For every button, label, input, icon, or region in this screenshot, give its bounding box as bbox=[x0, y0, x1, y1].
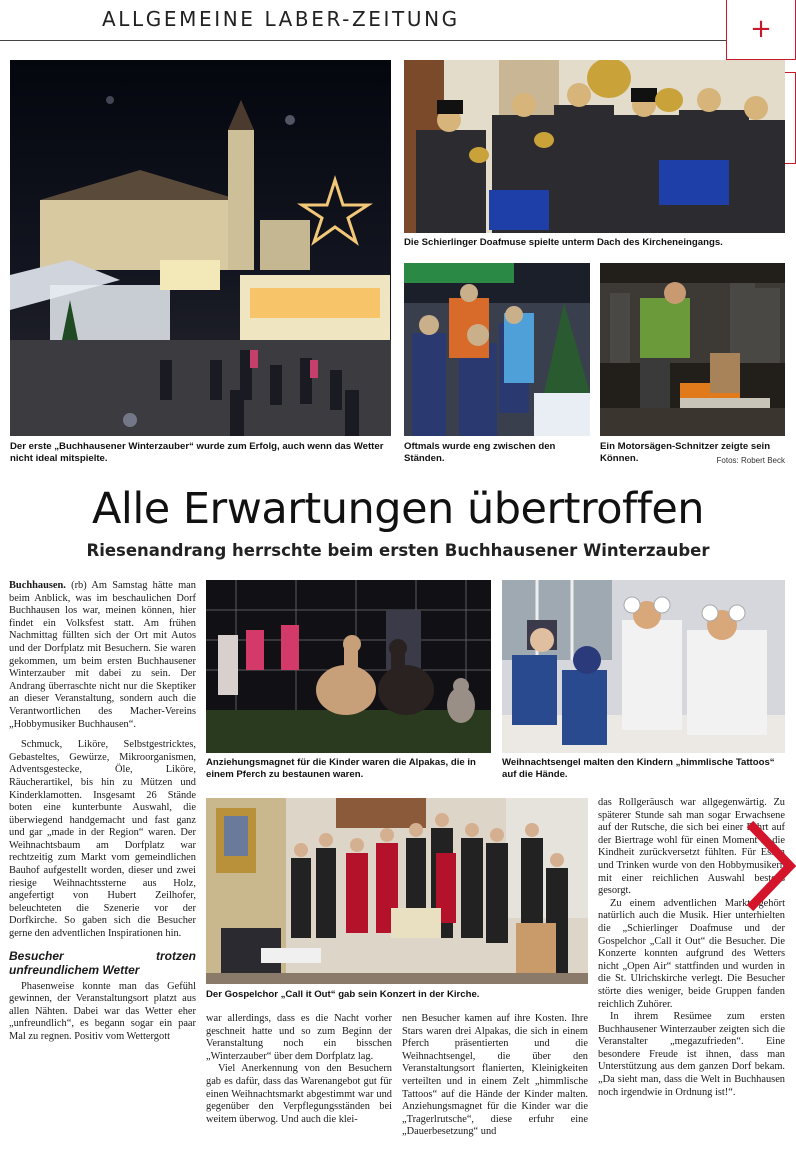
newspaper-title: ALLGEMEINE LABER-ZEITUNG bbox=[102, 7, 460, 31]
chainsaw-carver-image bbox=[600, 263, 785, 436]
article-headline: Alle Erwartungen übertroffen bbox=[91, 484, 705, 534]
photo-winter-market bbox=[10, 60, 391, 436]
article-paragraph: das Rollgeräusch war allgegenwärtig. Zu späterer Stunde sah man sogar Erwachsene auf der Rutsche, die sich bei einer Fahrt auf der Biertrage wohl für einen Moment in die Kindheit zurückversetzt fühlten. Für Essen und Trinken wurde von den Hobbymusikern mit einer reichlichen Auswahl bestens gesorgt. bbox=[598, 797, 785, 897]
caption-christmas-angels: Weihnachtsengel malten den Kindern „himmlische Tattoos“ auf die Hände. bbox=[502, 757, 775, 780]
photo-alpacas bbox=[206, 580, 491, 753]
crowd-image bbox=[404, 263, 590, 436]
gospel-choir-image bbox=[206, 798, 588, 984]
article-paragraph: Schmuck, Liköre, Selbstgestricktes, Gebasteltes, Gewürze, Mikroorganismen, Adventsgestecke, Öle, Liköre, Räucherartikel, bis hin zu Mützen und Kinderklamotten. Insgesamt 26 Stände boten eine kunterbunte Auswahl, die überwiegend handgemacht und fast ganz und gar „made in der Region“ waren. Der Weihnachtsbaum am Dorfplatz war rechtzeitig zum Markt vom gemeindlichen Bauhof aufgestellt worden, dieser und zwei riesige Weihnachtssterne aus Holz, angefertigt von Hubert Zeilhofer, beleuchteten die Szenerie vor der Dorfkirche. So gaben sich die Besucher gerne den adventlichen Inspirationen hin. bbox=[9, 739, 196, 940]
article-column-2 bbox=[206, 1013, 392, 1126]
article-paragraph: Zu einem adventlichen Markt gehört natürlich auch die Musik. Hier unterhielten die „Schierlinger Doafmuse und der Gospelchor „Call it Out“ die Besucher. Die Konzerte konnten aufgrund des Wetters nicht „Open Air“ stattfinden und wurden in die St. Ulrichskirche verlegt. Die Besucher störte dies weniger, beide Gruppen fanden reichlich Zuhörer. bbox=[598, 897, 785, 1010]
article-paragraph: war allerdings, dass es die Nacht vorher geschneit hatte und so zum Beginn der Veranstaltung noch ein bisschen „Winterzauber“ über dem Dorfplatz lag. bbox=[206, 1013, 392, 1062]
article-column-3 bbox=[402, 1013, 588, 1139]
caption-alpacas: Anziehungsmagnet für die Kinder waren die Alpakas, die in einem Pferch zu bestaunen waren. bbox=[206, 757, 476, 780]
photo-crowd bbox=[404, 263, 590, 436]
alpacas-image bbox=[206, 580, 491, 753]
article-paragraph: Phasenweise konnte man das Gefühl gewinnen, der Veranstaltungsort platzt aus allen Nähten. Dabei war das Wetter eher „unfreundlich“, es begann sogar ein paar Mal zu regnen. Positiv vom Wettergott bbox=[9, 980, 196, 1042]
chevron-right-icon[interactable] bbox=[744, 820, 796, 912]
photo-gospel-choir bbox=[206, 798, 588, 984]
caption-winter-market: Der erste „Buchhausener Winterzauber“ wurde zum Erfolg, auch wenn das Wetter nicht ideal mitspielte. bbox=[10, 441, 384, 464]
article-subheadline: Riesenandrang herrschte beim ersten Buchhausener Winterzauber bbox=[86, 541, 710, 560]
article-subheading: Besucher trotzen unfreundlichem Wetter bbox=[9, 948, 196, 977]
article-paragraph: nen Besucher kamen auf ihre Kosten. Ihre Stars waren drei Alpakas, die sich in einem Pferch präsentierten und die Weihnachtsengel, die über den Veranstaltungsort flanierten, Kleinigkeiten verteilten und in einem Zelt „himmlische Tattoos“ auf die Hände der Kinder malten. Anziehungsmagnet für die Kinder war die „Tragerlrutsche“, diese erfuhr eine „Dauerbesetzung“ und bbox=[402, 1013, 588, 1138]
winter-market-image bbox=[10, 60, 391, 436]
photo-chainsaw-carver bbox=[600, 263, 785, 436]
photo-christmas-angels bbox=[502, 580, 785, 753]
caption-gospel-choir: Der Gospelchor „Call it Out“ gab sein Konzert in der Kirche. bbox=[206, 989, 480, 1000]
article-column-1 bbox=[9, 580, 196, 1044]
article-paragraph: Viel Anerkennung von den Besuchern gab es dafür, dass das Warenangebot gut für einen Weihnachtsmarkt abgestimmt war und gegenüber den Verpflegungsständen bei weitem überwog. Und auch die klei- bbox=[206, 1063, 392, 1125]
dateline: Buchhausen. bbox=[9, 580, 66, 591]
photo-credit: Fotos: Robert Beck bbox=[716, 456, 785, 465]
zoom-in-button[interactable]: + bbox=[726, 0, 796, 60]
article-paragraph: In ihrem Resümee zum ersten Buchhausener Winterzauber zeigten sich die Veranstalter „megazufrieden“. Eine besondere Freude ist ihnen, dass man Unterstützung aus dem ganzen Dorf bekam. „Da sieht man, dass die Welt in Buchhausen noch irgendwie in Ordnung ist!“. bbox=[598, 1011, 785, 1098]
caption-chainsaw-carver: Ein Motorsägen-Schnitzer zeigte sein Können. bbox=[600, 441, 771, 464]
christmas-angels-image bbox=[502, 580, 785, 753]
photo-brass-band bbox=[404, 60, 785, 233]
caption-crowd: Oftmals wurde eng zwischen den Ständen. bbox=[404, 441, 556, 464]
caption-brass-band: Die Schierlinger Doafmuse spielte unterm Dach des Kircheneingangs. bbox=[404, 237, 723, 248]
brass-band-image bbox=[404, 60, 785, 233]
article-paragraph: Buchhausen. (rb) Am Samstag hätte man beim Anblick, was im beschaulichen Dorf Buchhausen los war, meinen können, hier findet ein Volksfest statt. Am frühen Nachmittag füllten sich der Ort mit Autos und der Dorfplatz mit Besuchern. Sie waren gekommen, um beim ersten Buchhausener Winterzauber mit dabei zu sein. Der Andrang überraschte nicht nur die Skeptiker an dieser Veranstaltung, sondern auch die Verantwortlichen des Macher-Vereins „Hobbymusiker Buchhausen“. bbox=[9, 580, 196, 730]
masthead bbox=[0, 0, 796, 41]
